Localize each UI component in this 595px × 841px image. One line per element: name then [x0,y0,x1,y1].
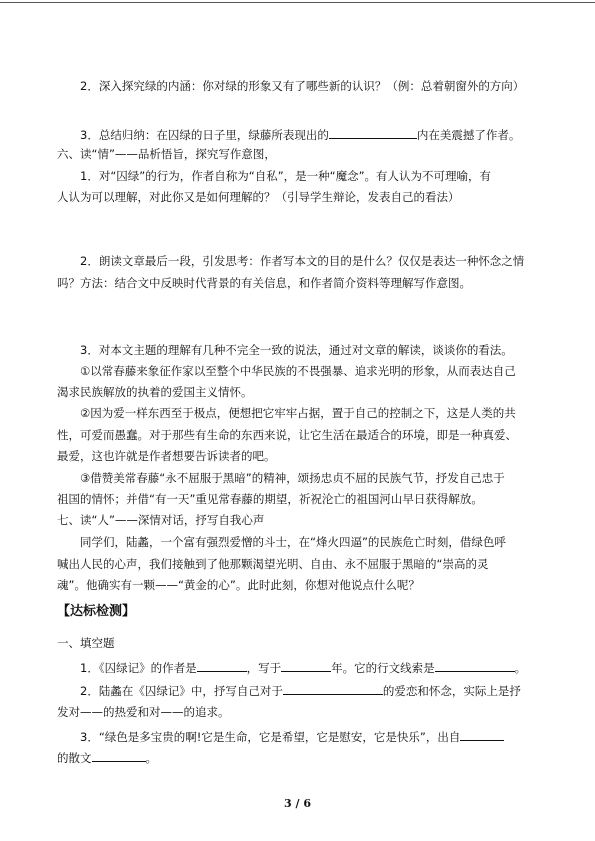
header-rule [0,2,595,3]
page-number: 3 / 6 [284,797,311,810]
s6-question-2-line-2: 吗？方法：结合文中反映时代背景的有关信息，和作者简介资料等理解写作意图。 [57,276,471,290]
s6-question-2-line-1: 2．朗读文章最后一段，引发思考：作者写本文的目的是什么？仅仅是表达一种怀念之情 [80,254,525,268]
q3-text-before: 3．总结归纳：在囚绿的日子里，绿藤所表现出的 [80,128,329,142]
fill1-text-b: ，写于 [246,661,282,675]
view-3-line-2: 祖国的情怀；并借“有一天”重见常春藤的期望，祈祝沦亡的祖国河山早日获得解放。 [57,492,483,506]
fill-question-2-line-2: 发对——的热爱和对——的追求。 [57,705,230,719]
fill3-text-a: 3．“绿色是多宝贵的啊!它是生命，它是希望，它是慰安，它是快乐”，出自 [80,730,461,744]
source-author-blank[interactable] [460,729,504,741]
fill1-text-c: 年。它的行文线索是 [331,661,435,675]
s7-paragraph-line-1: 同学们，陆蠡，一个富有强烈爱憎的斗士，在“烽火四逼”的民族危亡时刻，借绿色呼 [80,535,506,549]
section-6-title: 六、读“情”——品析悟旨，探究写作意图， [57,147,276,161]
year-blank[interactable] [281,660,331,672]
s7-paragraph-line-3: 魂”。他确实有一颗——“黄金的心”。此时此刻，你想对他说点什么呢？ [57,578,420,592]
fill-question-3-line-2 [57,750,157,766]
view-1-line-2: 渴求民族解放的执着的爱国主义情怀。 [57,385,253,399]
view-2-line-1: ②因为爱一样东西至于极点，便想把它牢牢占据，置于自己的控制之下，这是人类的共 [80,406,516,420]
answer-blank[interactable] [329,127,417,139]
fill-question-3-line-1 [80,729,504,745]
summary-question-3 [80,127,520,143]
s6-question-1-line-2: 人认为可以理解，对此你又是如何理解的？（引导学生辩论，发表自己的看法） [57,190,460,204]
view-2-line-3: 最爱，这也许就是作者想要告诉读者的吧。 [57,449,276,463]
essay-title-blank[interactable] [92,750,146,762]
fill2-text-b: 的爱恋和怀念，实际上是抒 [382,684,521,698]
s6-question-1-line-1: 1．对“囚绿”的行为，作者自称为“自私”，是一种“魔念”。有人认为不可理喻，有 [80,169,492,183]
fill3-text-l2b: 。 [145,751,157,765]
author-blank[interactable] [197,660,247,672]
part-1-title: 一、填空题 [57,636,115,650]
explore-question-2: 2．深入探究绿的内涵：你对绿的形象又有了哪些新的认识？（例：总着朝窗外的方向） [80,79,525,93]
fill1-text-a: 1．《囚绿记》的作者是 [80,661,197,675]
section-7-title: 七、读“人”——深情对话，抒写自我心声 [57,513,265,527]
fill3-text-l2a: 的散文 [57,751,92,765]
clue-blank[interactable] [435,660,515,672]
fill1-text-d: 。 [514,661,527,675]
view-2-line-2: 性，可爱而愚蠢。对于那些有生命的东西来说，让它生活在最适合的环境，即是一种真爱、 [57,428,517,442]
dabiao-heading: 【达标检测】 [57,604,136,619]
s6-question-3: 3．对本文主题的理解有几种不完全一致的说法，通过对文章的解读，谈谈你的看法。 [80,343,513,357]
object-blank[interactable] [283,683,383,695]
fill2-text-a: 2．陆蠡在《囚绿记》中，抒写自己对于 [80,684,283,698]
view-3-line-1: ③借赞美常春藤“永不屈服于黑暗”的精神，颂扬忠贞不屈的民族气节，抒发自己忠于 [80,471,505,485]
view-1-line-1: ①以常春藤来象征作家以至整个中华民族的不畏强暴、追求光明的形象，从而表达自己 [80,364,516,378]
s7-paragraph-line-2: 喊出人民的心声，我们接触到了他那颗渴望光明、自由、永不屈服于黑暗的“崇高的灵 [57,557,489,571]
fill-question-2-line-1 [80,683,521,699]
fill-question-1 [80,660,526,676]
q3-text-after: 内在美震撼了作者。 [416,128,521,142]
